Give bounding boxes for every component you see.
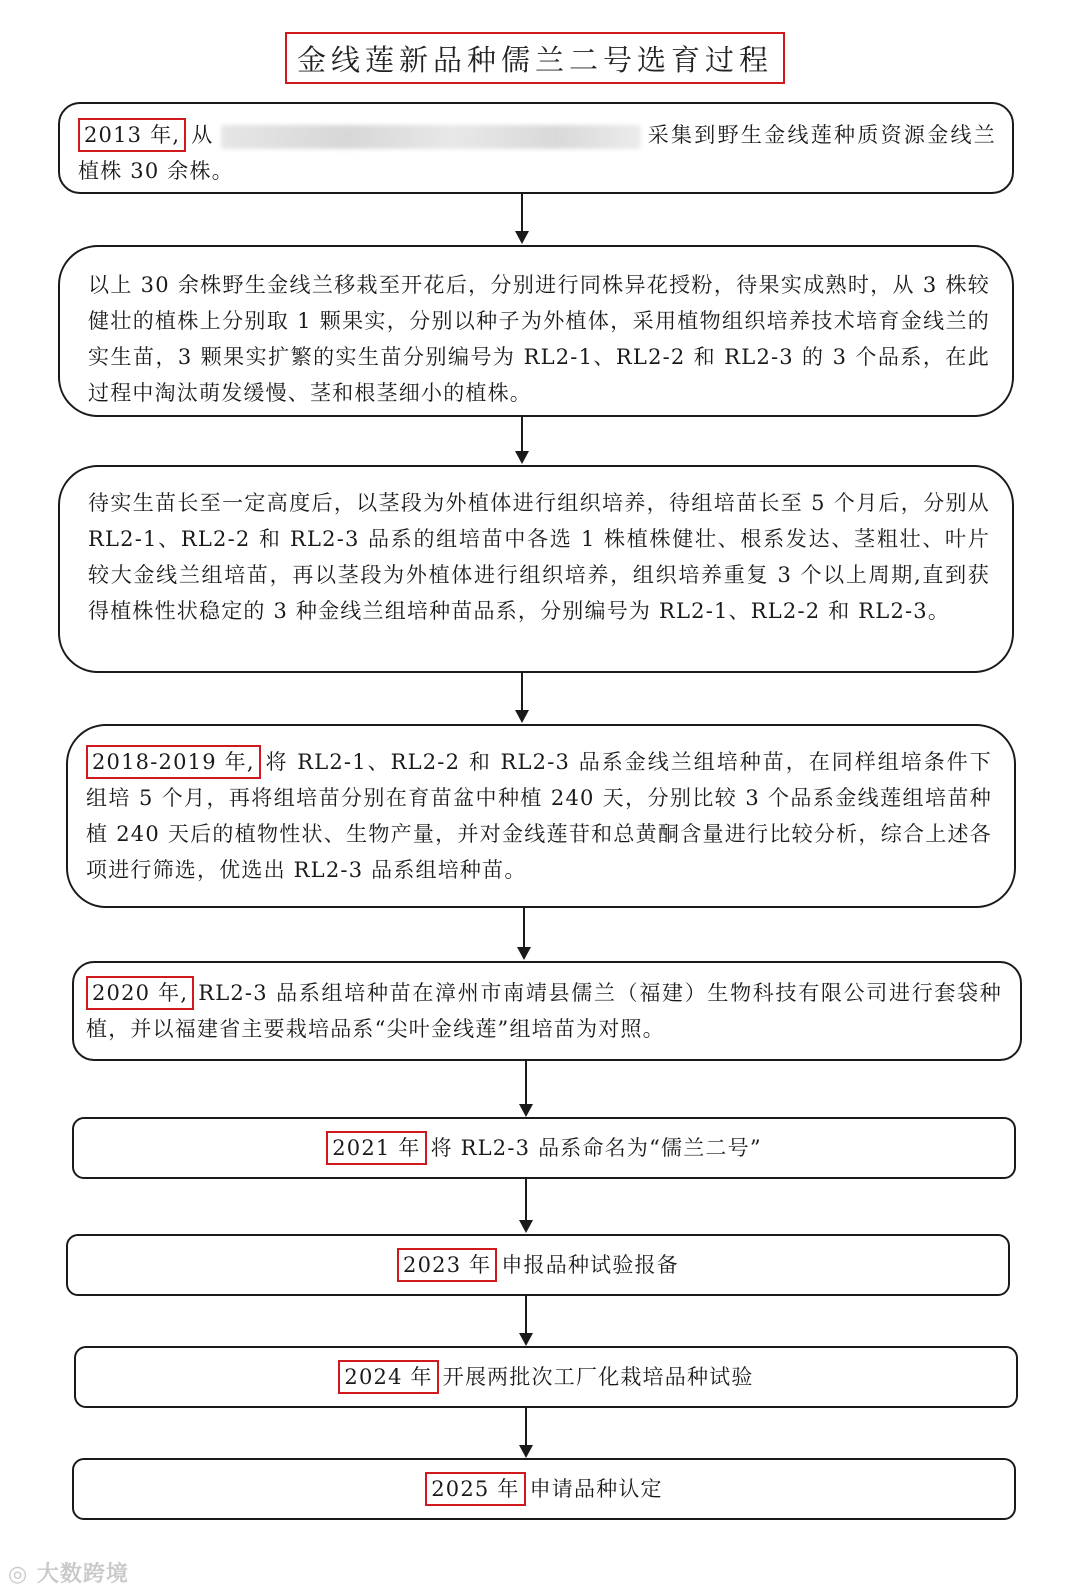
flow-arrow [525, 1061, 527, 1115]
flow-arrow [525, 1296, 527, 1344]
step-text: 开展两批次工厂化栽培品种试验 [442, 1365, 754, 1389]
year-label: 2013 年, [78, 118, 186, 152]
watermark-text: 大数跨境 [36, 1562, 129, 1587]
step-text-after: 采集到野生金线莲种质资源金线兰植株 30 余株。 [78, 123, 996, 183]
step-text: RL2-3 品系组培种苗在漳州市南靖县儒兰（福建）生物科技有限公司进行套袋种植，并以福建省主要栽培品系“尖叶金线莲”组培苗为对照。 [86, 981, 1002, 1041]
flow-arrow [525, 1179, 527, 1231]
step-2021 [72, 1117, 1016, 1179]
step-text: 以上 30 余株野生金线兰移栽至开花后，分别进行同株异花授粉，待果实成熟时，从 3 株较健壮的植株上分别取 1 颗果实，分别以种子为外植体，采用植物组织培养技术培育金线兰的实生苗，3 颗果实扩繁的实生苗分别编号为 RL2-1、RL2-2 和 RL2-3 的 3 个品系，在此过程中淘汰萌发缓慢、茎和根茎细小的植株。 [88, 273, 990, 405]
step-text: 申报品种试验报备 [501, 1253, 679, 1277]
redacted-location [221, 125, 641, 149]
year-label: 2025 年 [425, 1472, 525, 1506]
year-label: 2023 年 [397, 1248, 497, 1282]
step-text: 将 RL2-1、RL2-2 和 RL2-3 品系金线兰组培种苗，在同样组培条件下组培 5 个月，再将组培苗分别在育苗盆中种植 240 天，分别比较 3 个品系金线莲组培苗种植 240 天后的植物性状、生物产量，并对金线莲苷和总黄酮含量进行比较分析，综合上述各项进行筛选，优选出 RL2-3 品系组培种苗。 [86, 750, 992, 882]
year-label: 2021 年 [326, 1131, 426, 1165]
step-text: 将 RL2-3 品系命名为“儒兰二号” [430, 1136, 762, 1160]
step-text-before: 从 [190, 123, 215, 147]
flow-arrow [521, 673, 523, 721]
diagram-title: 金线莲新品种儒兰二号选育过程 [285, 32, 785, 84]
step-2025 [72, 1458, 1016, 1520]
step-2018-2019 [66, 724, 1016, 908]
flow-arrow [525, 1408, 527, 1456]
step-tissue-culture [58, 465, 1014, 673]
step-text: 申请品种认定 [529, 1477, 663, 1501]
flow-arrow [521, 194, 523, 242]
step-2013 [58, 102, 1014, 194]
year-label: 2024 年 [338, 1360, 438, 1394]
step-text: 待实生苗长至一定高度后，以茎段为外植体进行组织培养，待组培苗长至 5 个月后，分别从 RL2-1、RL2-2 和 RL2-3 品系的组培苗中各选 1 株植株健壮、根系发达、茎粗壮、叶片较大金线兰组培苗，再以茎段为外植体进行组织培养，组织培养重复 3 个以上周期,直到获得植株性状稳定的 3 种金线兰组培种苗品系，分别编号为 RL2-1、RL2-2 和 RL2-3。 [88, 491, 990, 623]
watermark-logo-icon: ◎ [8, 1562, 29, 1587]
step-2023 [66, 1234, 1010, 1296]
step-2024 [74, 1346, 1018, 1408]
watermark [8, 1557, 129, 1588]
year-label: 2018-2019 年, [86, 745, 261, 779]
step-2020 [72, 961, 1022, 1061]
flow-arrow [523, 908, 525, 958]
step-seedling-breeding [58, 245, 1014, 417]
year-label: 2020 年, [86, 976, 194, 1010]
flow-arrow [521, 417, 523, 462]
